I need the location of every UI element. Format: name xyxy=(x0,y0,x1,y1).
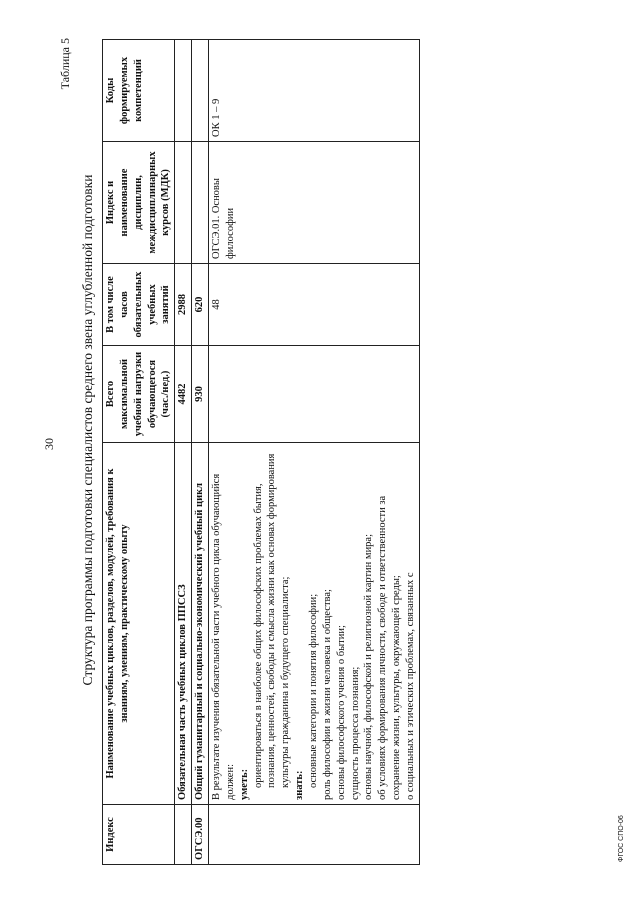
cell-discipline: ОГСЭ.01. Основы философии xyxy=(209,142,420,264)
curriculum-table xyxy=(102,39,420,865)
cell-cycle-index: ОГСЭ.00 xyxy=(192,805,209,865)
cell-content-hours: 48 xyxy=(209,264,420,346)
cell-empty xyxy=(175,805,192,865)
znat-item: об условиях формирования личности, свободе и ответственности за сохранение жизни, культуры, окружающей среды; xyxy=(377,495,403,800)
cell-content xyxy=(209,443,420,805)
content-intro: В результате изучения обязательной части учебного цикла обучающийся должен: xyxy=(211,473,236,800)
rotated-page xyxy=(40,30,630,870)
cell-mandatory-hours: 2988 xyxy=(175,264,192,346)
cell-cycle-max-load: 930 xyxy=(192,346,209,443)
cell-empty xyxy=(192,40,209,142)
header-index: Индекс xyxy=(103,805,175,865)
umet-label: уметь: xyxy=(238,768,250,800)
cell-empty xyxy=(192,142,209,264)
table-row-mandatory xyxy=(175,40,192,865)
cell-empty xyxy=(175,40,192,142)
znat-item: роль философии в жизни человека и общества; xyxy=(321,589,333,800)
header-competencies: Коды формируемых компетенций xyxy=(103,40,175,142)
header-mandatory-hours: В том числе часов обязательных учебных занятий xyxy=(103,264,175,346)
page-number: 30 xyxy=(42,438,56,450)
znat-item: о социальных и этических проблемах, связанных с xyxy=(405,572,417,800)
footer-code: ФГОС СПО-06 xyxy=(618,815,625,862)
header-max-load: Всего максимальной учебной нагрузки обучающегося (час./нед.) xyxy=(103,346,175,443)
znat-item: основы философского учения о бытии; xyxy=(335,625,347,800)
cell-empty xyxy=(175,142,192,264)
cell-empty xyxy=(209,805,420,865)
znat-item: сущность процесса познания; xyxy=(349,666,361,800)
header-row xyxy=(103,40,175,865)
header-discipline: Индекс и наименование дисциплин, междисциплинарных курсов (МДК) xyxy=(103,142,175,264)
znat-item: основные категории и понятия философии; xyxy=(308,593,320,788)
table-row-cycle xyxy=(192,40,209,865)
table-row-content xyxy=(209,40,420,865)
cell-mandatory-name: Обязательная часть учебных циклов ППССЗ xyxy=(175,443,192,805)
table-caption: Таблица 5 xyxy=(58,38,72,90)
umet-item: ориентироваться в наиболее общих философских проблемах бытия, познания, ценностей, свободы и смысла жизни как основах формирования культуры гражданина и будущего специалиста; xyxy=(252,453,292,788)
cell-competencies: ОК 1 – 9 xyxy=(209,40,420,142)
document-title: Структура программы подготовки специалистов среднего звена углубленной подготовки xyxy=(80,174,95,686)
cell-cycle-hours: 620 xyxy=(192,264,209,346)
cell-cycle-name: Общий гуманитарный и социально-экономический учебный цикл xyxy=(192,443,209,805)
znat-item: основы научной, философской и религиозной картин мира; xyxy=(363,533,375,800)
cell-mandatory-max-load: 4482 xyxy=(175,346,192,443)
znat-label: знать: xyxy=(294,770,306,800)
cell-empty xyxy=(209,346,420,443)
header-name: Наименование учебных циклов, разделов, модулей, требования к знаниям, умениям, практическому опыту xyxy=(103,443,175,805)
